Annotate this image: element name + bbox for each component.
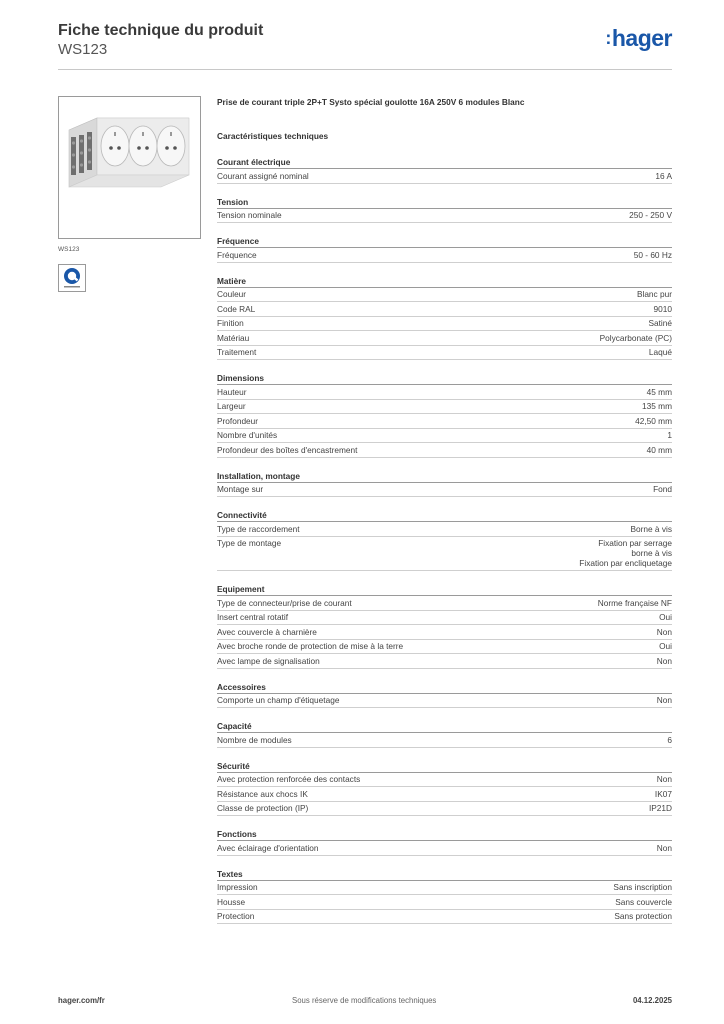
spec-value: 135 mm xyxy=(642,401,672,411)
spec-group-title: Fréquence xyxy=(217,235,672,248)
left-column xyxy=(58,96,201,292)
spec-value: Satiné xyxy=(648,318,672,328)
spec-row xyxy=(217,522,672,537)
spec-value: 50 - 60 Hz xyxy=(633,249,672,260)
spec-label: Profondeur xyxy=(217,415,259,426)
spec-row xyxy=(217,802,672,817)
spec-group-title: Dimensions xyxy=(217,372,672,385)
spec-area xyxy=(217,95,672,924)
spec-value: Oui xyxy=(659,612,672,622)
spec-row xyxy=(217,288,672,303)
page-header xyxy=(58,22,672,70)
spec-value: Polycarbonate (PC) xyxy=(599,332,672,343)
spec-row xyxy=(217,895,672,910)
spec-value: Sans protection xyxy=(614,911,672,921)
spec-row xyxy=(217,443,672,458)
spec-row xyxy=(217,169,672,184)
spec-row xyxy=(217,881,672,896)
spec-row xyxy=(217,537,672,572)
spec-group xyxy=(217,235,672,263)
image-caption: WS123 xyxy=(58,246,80,253)
spec-group xyxy=(217,509,672,571)
spec-value: 6 xyxy=(667,734,672,745)
spec-value: 42,50 mm xyxy=(635,415,672,426)
spec-label: Protection xyxy=(217,911,255,921)
spec-group-title: Matière xyxy=(217,275,672,288)
spec-value: Fond xyxy=(653,484,672,494)
spec-value: Borne à vis xyxy=(630,523,672,534)
spec-group-title: Textes xyxy=(217,868,672,881)
spec-value: Non xyxy=(656,842,672,853)
spec-label: Insert central rotatif xyxy=(217,612,289,622)
spec-row xyxy=(217,787,672,802)
spec-label: Matériau xyxy=(217,332,250,343)
spec-groups xyxy=(217,156,672,924)
spec-group xyxy=(217,196,672,224)
spec-value: 45 mm xyxy=(646,386,672,397)
spec-row xyxy=(217,346,672,361)
spec-row xyxy=(217,773,672,788)
spec-group-title: Fonctions xyxy=(217,828,672,841)
spec-label: Housse xyxy=(217,896,246,907)
spec-value: Non xyxy=(656,774,672,784)
spec-row xyxy=(217,483,672,498)
spec-value: Norme française NF xyxy=(597,597,672,608)
product-image xyxy=(58,96,201,239)
spec-group-title: Sécurité xyxy=(217,760,672,773)
spec-group-title: Capacité xyxy=(217,720,672,733)
spec-value: Fixation par serrage borne à vis Fixation par encliquetage xyxy=(579,538,672,568)
spec-label: Courant assigné nominal xyxy=(217,170,309,181)
spec-label: Tension nominale xyxy=(217,210,282,220)
spec-row xyxy=(217,625,672,640)
spec-label: Largeur xyxy=(217,401,246,411)
spec-row xyxy=(217,694,672,709)
spec-row xyxy=(217,640,672,655)
spec-row xyxy=(217,596,672,611)
hager-logo: :hager xyxy=(605,25,672,51)
spec-group-title: Connectivité xyxy=(217,509,672,522)
spec-group-title: Equipement xyxy=(217,583,672,596)
spec-row xyxy=(217,331,672,346)
spec-row xyxy=(217,317,672,332)
spec-label: Type de montage xyxy=(217,538,282,548)
socket-illustration xyxy=(59,97,200,238)
spec-label: Avec lampe de signalisation xyxy=(217,655,320,666)
spec-row xyxy=(217,733,672,748)
page-title: Fiche technique du produit xyxy=(58,22,264,39)
spec-value: Sans couvercle xyxy=(615,896,672,907)
spec-row xyxy=(217,611,672,626)
spec-value: Laqué xyxy=(648,347,672,357)
spec-value: Non xyxy=(656,655,672,666)
spec-row xyxy=(217,209,672,224)
spec-value: Blanc pur xyxy=(636,289,672,299)
spec-group xyxy=(217,275,672,361)
product-reference: WS123 xyxy=(58,41,108,58)
spec-value: IP21D xyxy=(648,803,672,813)
spec-value: Sans inscription xyxy=(613,882,672,892)
spec-label: Montage sur xyxy=(217,484,264,494)
product-description: Prise de courant triple 2P+T Systo spécial goulotte 16A 250V 6 modules Blanc xyxy=(217,97,525,107)
spec-row xyxy=(217,841,672,856)
spec-row xyxy=(217,414,672,429)
spec-value: 250 - 250 V xyxy=(629,210,672,220)
spec-group xyxy=(217,470,672,498)
spec-label: Impression xyxy=(217,882,258,892)
spec-group xyxy=(217,681,672,709)
footer-date: 04.12.2025 xyxy=(632,996,672,1005)
spec-label: Profondeur des boîtes d'encastrement xyxy=(217,444,358,455)
spec-value: 9010 xyxy=(653,303,672,314)
spec-label: Couleur xyxy=(217,289,247,299)
spec-label: Avec couvercle à charnière xyxy=(217,626,317,637)
spec-value: 40 mm xyxy=(646,444,672,455)
spec-row xyxy=(217,385,672,400)
spec-label: Résistance aux chocs IK xyxy=(217,788,308,799)
spec-value: Non xyxy=(656,626,672,637)
spec-label: Traitement xyxy=(217,347,257,357)
spec-row xyxy=(217,248,672,263)
spec-value: 1 xyxy=(667,430,672,440)
spec-label: Code RAL xyxy=(217,303,256,314)
spec-group-title: Tension xyxy=(217,196,672,209)
spec-row xyxy=(217,429,672,444)
spec-row xyxy=(217,400,672,415)
spec-group xyxy=(217,372,672,458)
spec-label: Type de connecteur/prise de courant xyxy=(217,597,352,608)
section-title: Caractéristiques techniques xyxy=(217,131,329,141)
spec-group-title: Accessoires xyxy=(217,681,672,694)
spec-value: Non xyxy=(656,695,672,705)
spec-group xyxy=(217,583,672,669)
spec-group xyxy=(217,828,672,856)
spec-value: IK07 xyxy=(654,788,672,799)
spec-label: Classe de protection (IP) xyxy=(217,803,309,813)
spec-row xyxy=(217,910,672,925)
spec-label: Type de raccordement xyxy=(217,523,300,534)
spec-label: Comporte un champ d'étiquetage xyxy=(217,695,340,705)
spec-group-title: Courant électrique xyxy=(217,156,672,169)
spec-label: Avec broche ronde de protection de mise à la terre xyxy=(217,641,404,651)
footer-notice: Sous réserve de modifications techniques xyxy=(292,996,437,1005)
spec-group xyxy=(217,156,672,184)
spec-label: Nombre de modules xyxy=(217,734,292,745)
spec-label: Fréquence xyxy=(217,249,257,260)
page-footer xyxy=(58,996,672,1010)
spec-label: Avec éclairage d'orientation xyxy=(217,842,319,853)
brand-name: hager xyxy=(611,25,672,51)
spec-value: 16 A xyxy=(655,170,672,181)
spec-label: Finition xyxy=(217,318,244,328)
spec-label: Nombre d'unités xyxy=(217,430,278,440)
spec-group xyxy=(217,868,672,925)
spec-row xyxy=(217,302,672,317)
spec-label: Avec protection renforcée des contacts xyxy=(217,774,361,784)
quality-mark-icon xyxy=(58,264,86,292)
spec-row xyxy=(217,654,672,669)
footer-site: hager.com/fr xyxy=(58,996,105,1005)
spec-value: Oui xyxy=(659,641,672,651)
spec-group xyxy=(217,760,672,817)
spec-label: Hauteur xyxy=(217,386,247,397)
spec-group xyxy=(217,720,672,748)
spec-group-title: Installation, montage xyxy=(217,470,672,483)
